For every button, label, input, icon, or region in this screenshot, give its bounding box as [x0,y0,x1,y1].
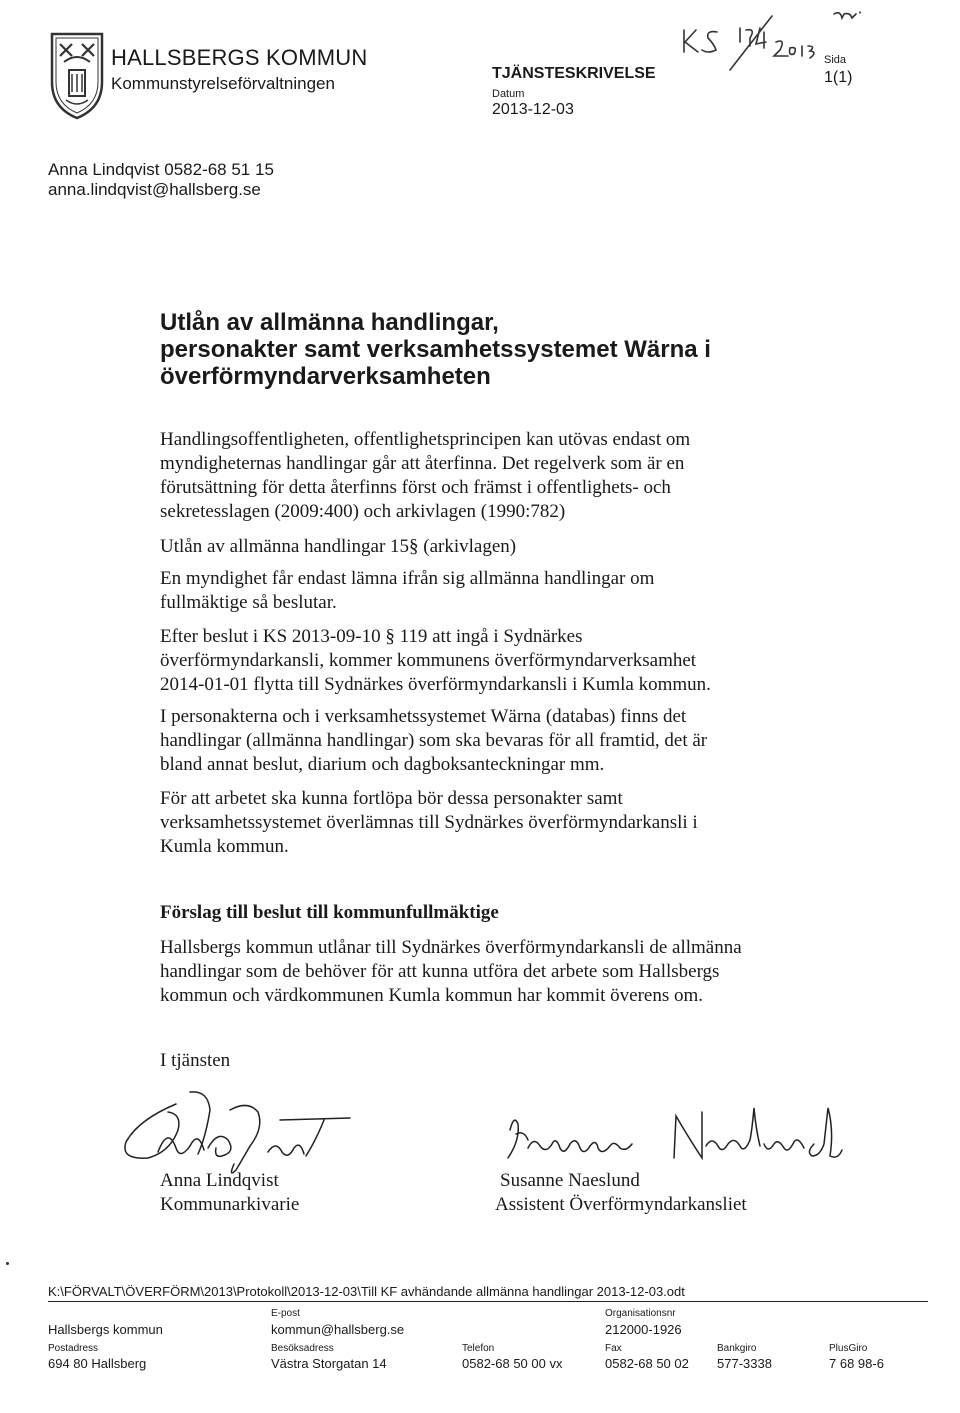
proposal-text [160,936,800,1008]
date-value: 2013-12-03 [492,101,574,118]
footer-visitaddress-label: Besöksadress [271,1343,334,1354]
footer-email-label: E-post [271,1308,300,1319]
text-line: kommun och värdkommunen Kumla kommun har kommit överens om. [160,985,704,1006]
text-line: överförmyndarkansli, kommer kommunens överförmyndarverksamhet [160,650,697,671]
footer-visitaddress-value: Västra Storgatan 14 [271,1356,387,1371]
margin-mark [6,1262,9,1265]
footer-bankgiro-label: Bankgiro [717,1343,757,1354]
title-line: Utlån av allmänna handlingar, [160,309,499,336]
footer-plusgiro-label: PlusGiro [829,1343,868,1354]
text-line: Efter beslut i KS 2013-09-10 § 119 att ingå i Sydnärkes [160,626,583,647]
text-line: För att arbetet ska kunna fortlöpa bör dessa personakter samt [160,788,623,809]
paragraph-public-access [160,428,800,524]
footer-orgnr-label: Organisationsnr [605,1308,676,1319]
org-department: Kommunstyrelseförvaltningen [111,74,335,93]
contact-email: anna.lindqvist@hallsberg.se [48,180,261,199]
file-path: K:\FÖRVALT\ÖVERFÖRM\2013\Protokoll\2013-12-03\Till KF avhändande allmänna handlingar 2013-12-03.odt [48,1284,685,1299]
text-line: En myndighet får endast lämna ifrån sig allmänna handlingar om [160,568,655,589]
text-line: fullmäktige så beslutar. [160,592,337,613]
text-line: Utlån av allmänna handlingar 15§ (arkivlagen) [160,536,517,557]
signer2-name: Susanne Naeslund [500,1170,640,1191]
footer-postaddress-value: 694 80 Hallsberg [48,1356,147,1371]
footer-orgnr-value: 212000-1926 [605,1322,682,1337]
proposal-heading: Förslag till beslut till kommunfullmäktige [160,902,499,923]
paragraph-records [160,705,800,777]
footer-phone-label: Telefon [462,1343,495,1354]
text-line: sekretesslagen (2009:400) och arkivlagen (1990:782) [160,501,566,522]
footer-bankgiro-value: 577-3338 [717,1356,772,1371]
title-line: personakter samt verksamhetssystemet Wärna i [160,336,711,363]
text-line: Kumla kommun. [160,836,289,857]
document-type: TJÄNSTESKRIVELSE [492,65,656,82]
footer-phone-value: 0582-68 50 00 vx [462,1356,563,1371]
contact-name-phone: Anna Lindqvist 0582-68 51 15 [48,160,274,179]
footer-plusgiro-value: 7 68 98-6 [829,1356,884,1371]
document-title [160,309,800,390]
paragraph-handover [160,787,800,859]
text-line: handlingar (allmänna handlingar) som ska bevaras för all framtid, det är [160,730,708,751]
title-line: överförmyndarverksamheten [160,363,491,390]
text-line: förutsättning för detta återfinns först och främst i offentlighets- och [160,477,671,498]
paragraph-decision [160,625,800,697]
signer2-title: Assistent Överförmyndarkansliet [495,1194,747,1215]
text-line: Handlingsoffentligheten, offentlighetsprincipen kan utövas endast om [160,429,691,450]
footer-fax-label: Fax [605,1343,622,1354]
signature-anna-lindqvist [118,1090,368,1180]
text-line: bland annat beslut, diarium och dagboksanteckningar mm. [160,754,605,775]
signature-susanne-naeslund [498,1100,843,1175]
signer1-title: Kommunarkivarie [160,1194,300,1215]
municipality-logo [48,30,106,120]
handwritten-reference [622,8,872,88]
footer-divider [48,1301,928,1302]
signer1-name: Anna Lindqvist [160,1170,279,1191]
paragraph-authority-rule [160,567,800,615]
text-line: myndigheternas handlingar går att återfinna. Det regelverk som är en [160,453,685,474]
footer-org: Hallsbergs kommun [48,1322,163,1337]
footer-postaddress-label: Postadress [48,1343,99,1354]
org-name: HALLSBERGS KOMMUN [111,45,368,70]
text-line: Hallsbergs kommun utlånar till Sydnärkes överförmyndarkansli de allmänna [160,937,742,958]
footer-email-value: kommun@hallsberg.se [271,1322,405,1337]
text-line: I personakterna och i verksamhetssystemet Wärna (databas) finns det [160,706,687,727]
paragraph-archive-law [160,535,800,559]
page-label: Sida [824,54,847,66]
footer-fax-value: 0582-68 50 02 [605,1356,689,1371]
text-line: 2014-01-01 flytta till Sydnärkes överförmyndarkansli i Kumla kommun. [160,674,711,695]
closing-text: I tjänsten [160,1050,231,1071]
date-label: Datum [492,88,525,100]
page-value: 1(1) [824,69,853,86]
text-line: handlingar som de behöver för att kunna utföra det arbete som Hallsbergs [160,961,720,982]
text-line: verksamhetssystemet överlämnas till Sydnärkes överförmyndarkansli i [160,812,698,833]
